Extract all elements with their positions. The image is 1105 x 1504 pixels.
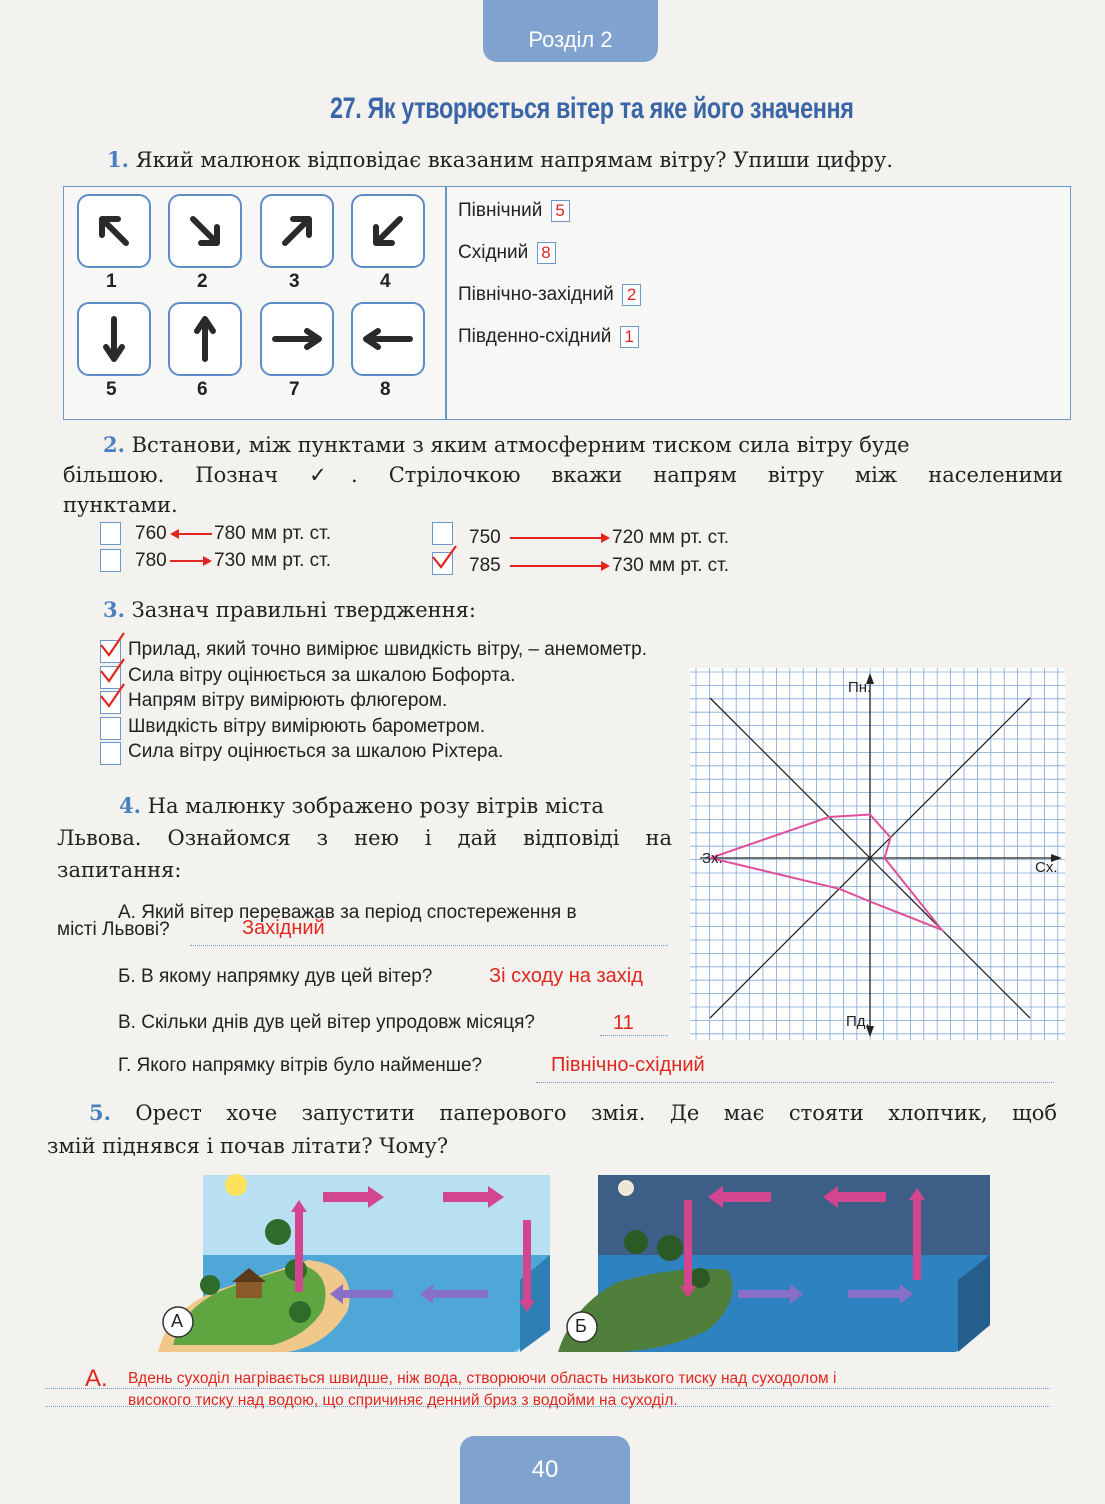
qa-v-answer[interactable]: 11 <box>613 1012 634 1034</box>
arrow-down-icon <box>84 309 144 369</box>
qa-v-question: В. Скільки днів дув цей вітер упродовж місяця? <box>118 1012 535 1033</box>
card-number: 3 <box>289 271 300 292</box>
task2-text-line: Встанови, між пунктами з яким атмосферним тиском сила вітру буде <box>131 433 910 457</box>
wind-direction-card <box>260 194 334 268</box>
checkbox[interactable] <box>432 522 453 545</box>
pressure-from: 785 <box>469 555 501 576</box>
task5-question <box>47 1096 1057 1163</box>
arrow-right-icon <box>267 309 327 369</box>
compass-east-label: Сх. <box>1035 859 1058 876</box>
checkbox[interactable] <box>100 549 121 572</box>
checkbox[interactable] <box>100 522 121 545</box>
arrow-up-icon <box>175 309 235 369</box>
direction-label: Південно-східний <box>458 326 612 348</box>
statement-text: Прилад, який точно вимірює швидкість вітру, – анемометр. <box>128 639 648 660</box>
qa-a-line2 <box>57 919 170 941</box>
qa-g-answer-line <box>536 1082 1054 1083</box>
card-number: 1 <box>106 271 117 292</box>
arrow-down-left-icon <box>358 201 418 261</box>
task2-question <box>63 430 1063 520</box>
moon-icon <box>618 1180 634 1196</box>
arrow-left-icon <box>358 309 418 369</box>
task5-text-line: змій піднявся і почав літати? Чому? <box>47 1134 449 1158</box>
direction-label: Північний <box>458 200 543 222</box>
task5-answer[interactable] <box>128 1368 836 1412</box>
card-number: 2 <box>197 271 208 292</box>
task5-text-line: Орест хоче запустити паперового змія. Де має стояти хлопчик, щоб <box>135 1101 1057 1125</box>
arrow-right-icon <box>510 559 610 573</box>
compass-north-label: Пн. <box>848 679 872 696</box>
statement-text: Сила вітру оцінюється за шкалою Бофорта. <box>128 664 516 686</box>
qa-a-answer-line <box>190 945 668 946</box>
task2-text-line: більшою. Познач ✓. Стрілочкою вкажи напрям вітру між населеними <box>63 463 1063 487</box>
statement-text: Напрям вітру вимірюють флюгером. <box>128 690 448 711</box>
card-number: 4 <box>380 271 391 292</box>
task3-number: 3. <box>103 597 125 622</box>
qa-b-answer[interactable]: Зі сходу на захід <box>489 965 643 987</box>
direction-label: Північно-західний <box>458 284 614 306</box>
wind-direction-card <box>351 194 425 268</box>
direction-item-north <box>458 200 641 242</box>
arrow-up-left-icon <box>84 201 144 261</box>
qa-b-question: Б. В якому напрямку дув цей вітер? <box>118 966 433 987</box>
arrow-down-right-icon <box>175 201 235 261</box>
task2-text-line: пунктами. <box>63 493 178 517</box>
task1-question <box>107 147 893 172</box>
task3-question <box>103 597 476 622</box>
qa-a-answer[interactable]: Західний <box>242 917 325 939</box>
statement-text: Сила вітру оцінюється за шкалою Ріхтера. <box>128 741 504 762</box>
wind-direction-card <box>77 194 151 268</box>
qa-a-question-line2: місті Львові? <box>57 919 170 940</box>
illustration-b-label: Б <box>575 1316 587 1336</box>
pressure-from: 750 <box>469 527 501 548</box>
checkmark-icon <box>97 681 127 711</box>
card-number: 8 <box>380 379 391 400</box>
breeze-illustration-b <box>558 1170 993 1352</box>
task1-text: Який малюнок відповідає вказаним напрямам вітру? Упиши цифру. <box>135 148 894 172</box>
task2-number: 2. <box>103 432 125 457</box>
page-number: 40 <box>460 1436 630 1504</box>
direction-list <box>458 200 641 368</box>
direction-answer-box[interactable]: 5 <box>551 200 570 222</box>
arrow-right-icon <box>170 554 212 568</box>
pressure-from: 760 <box>135 523 167 544</box>
direction-label: Східний <box>458 242 529 264</box>
compass-west-label: Зх. <box>702 850 723 867</box>
qa-g-answer[interactable]: Північно-східний <box>551 1054 705 1076</box>
task4-text-line: Львова. Ознайомся з нею і дай відповіді на <box>57 826 672 850</box>
answer-text-line: Вдень суходіл нагрівається швидше, ніж вода, створюючи область низького тиску над суходолом і <box>128 1370 837 1387</box>
pressure-to: 730 мм рт. ст. <box>612 555 730 576</box>
arrow-up-right-icon <box>267 201 327 261</box>
task4-number: 4. <box>119 793 141 818</box>
card-number: 5 <box>106 379 117 400</box>
compass-south-label: Пд. <box>846 1013 870 1030</box>
pressure-to: 730 мм рт. ст. <box>214 550 332 571</box>
wind-direction-card <box>351 302 425 376</box>
direction-item-southeast <box>458 326 641 368</box>
qa-g-question: Г. Якого напрямку вітрів було найменше? <box>118 1055 483 1076</box>
qa-v-answer-line <box>600 1035 668 1036</box>
wind-direction-card <box>260 302 334 376</box>
answer-text-line: високого тиску над водою, що спричиняє денний бриз з водойми на суходіл. <box>128 1392 678 1409</box>
page-title: 27. Як утворюється вітер та яке його значення <box>330 92 854 125</box>
wind-rose-chart <box>690 668 1065 1040</box>
checkmark-icon <box>429 543 459 573</box>
task4-question <box>57 790 672 886</box>
task4-text-line: запитання: <box>57 858 182 882</box>
direction-answer-box[interactable]: 2 <box>622 284 641 306</box>
illustration-a-label: А <box>171 1311 184 1331</box>
arrow-left-icon <box>170 527 212 541</box>
task3-text: Зазнач правильні твердження: <box>131 598 477 622</box>
arrow-right-icon <box>510 531 610 545</box>
statement-checkbox[interactable] <box>100 717 121 740</box>
card-number: 6 <box>197 379 208 400</box>
direction-item-east <box>458 242 641 284</box>
breeze-illustration-a <box>158 1170 553 1352</box>
direction-answer-box[interactable]: 1 <box>620 326 639 348</box>
section-tab: Розділ 2 <box>483 0 658 62</box>
pressure-from: 780 <box>135 550 167 571</box>
statement-checkbox[interactable] <box>100 742 121 765</box>
card-number: 7 <box>289 379 300 400</box>
wind-direction-card <box>77 302 151 376</box>
statement-text: Швидкість вітру вимірюють барометром. <box>128 715 486 737</box>
task1-divider <box>445 186 447 420</box>
pressure-to: 780 мм рт. ст. <box>214 523 332 544</box>
wind-direction-card <box>168 302 242 376</box>
task5-number: 5. <box>89 1100 111 1125</box>
sun-icon <box>225 1174 247 1196</box>
answer-letter: А. <box>85 1365 108 1392</box>
pressure-to: 720 мм рт. ст. <box>612 527 730 548</box>
task4-text-line: На малюнку зображено розу вітрів міста <box>147 794 604 818</box>
direction-answer-box[interactable]: 8 <box>537 242 556 264</box>
wind-direction-card <box>168 194 242 268</box>
task1-number: 1. <box>107 147 129 172</box>
qa-a-question: А. Який вітер переважав за період спостереження в <box>118 902 577 923</box>
direction-item-northwest <box>458 284 641 326</box>
